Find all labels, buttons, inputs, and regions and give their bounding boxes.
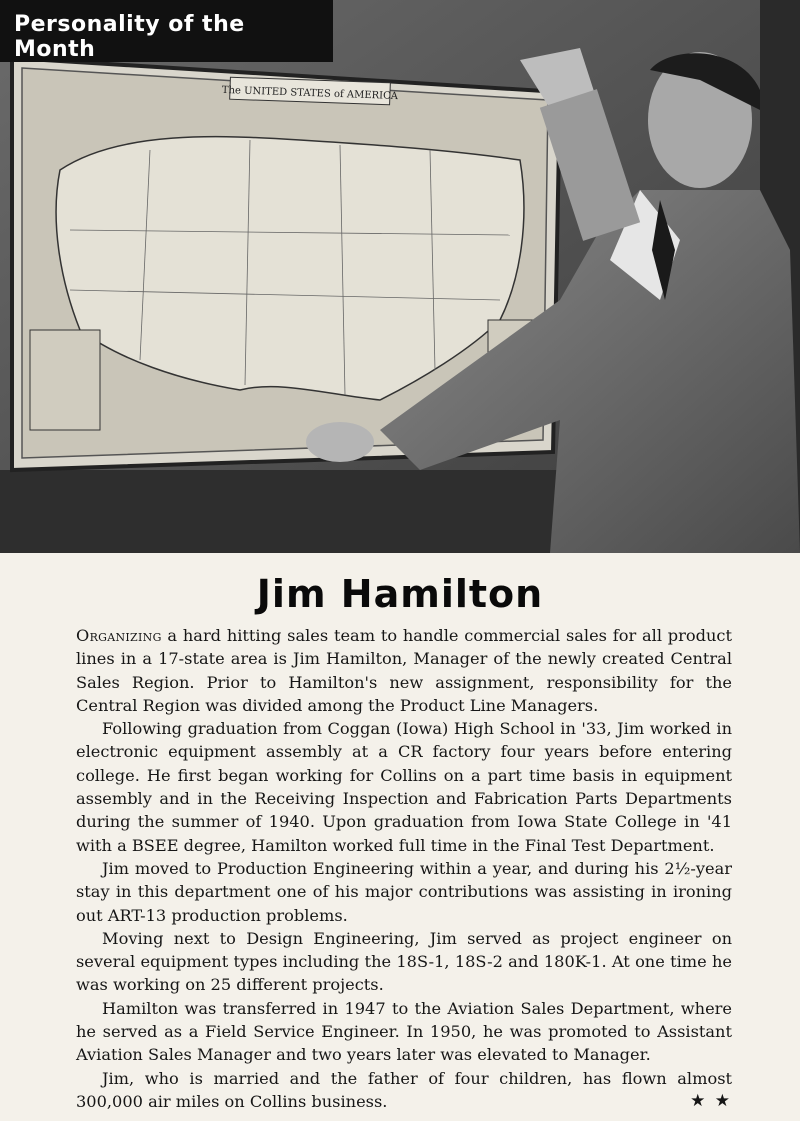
paragraph-6-text: Jim, who is married and the father of four children, has flown almost 300,000 air miles on Collins business. [76, 1068, 732, 1111]
map-title: The UNITED STATES of AMERICA [221, 84, 399, 103]
photo-illustration [0, 0, 800, 553]
paragraph-3: Jim moved to Production Engineering within a year, and during his 2½-year stay in this department one of his major contributions was assisting in ironing out ART-13 production problems. [76, 858, 732, 925]
article-title: Jim Hamilton [256, 572, 544, 616]
paragraph-1-text: a hard hitting sales team to handle commercial sales for all product lines in a 17-state area is Jim Hamilton, Manager of the newly created Central Sales Region. Prior to Hamilton's new assignment, responsibility for the Central Region was divided among the Product Line Managers. [76, 626, 732, 715]
paragraph-6 [76, 1067, 732, 1114]
section-header [0, 0, 333, 62]
paragraph-5: Hamilton was transferred in 1947 to the Aviation Sales Department, where he served as a Field Service Engineer. In 1950, he was promoted to Assistant Aviation Sales Manager and two years later was elevated to Manager. [76, 998, 732, 1065]
end-mark-stars: ★ ★ [690, 1090, 732, 1111]
paragraph-1 [76, 624, 732, 717]
section-label: Personality of the Month [14, 12, 245, 62]
photo-man-with-map [0, 0, 800, 553]
paragraph-2: Following graduation from Coggan (Iowa) High School in '33, Jim worked in electronic equipment assembly at a CR factory four years before entering college. He first began working for Collins on a part time basis in equipment assembly and in the Receiving Inspection and Fabrication Parts Departments during the summer of 1940. Upon graduation from Iowa State College in '41 with a BSEE degree, Hamilton worked full time in the Final Test Department. [76, 719, 732, 855]
lead-word: Organizing [76, 626, 162, 645]
article-body [76, 624, 732, 1113]
paragraph-4: Moving next to Design Engineering, Jim served as project engineer on several equipment types including the 18S-1, 18S-2 and 180K-1. At one time he was working on 25 different projects. [76, 928, 732, 995]
